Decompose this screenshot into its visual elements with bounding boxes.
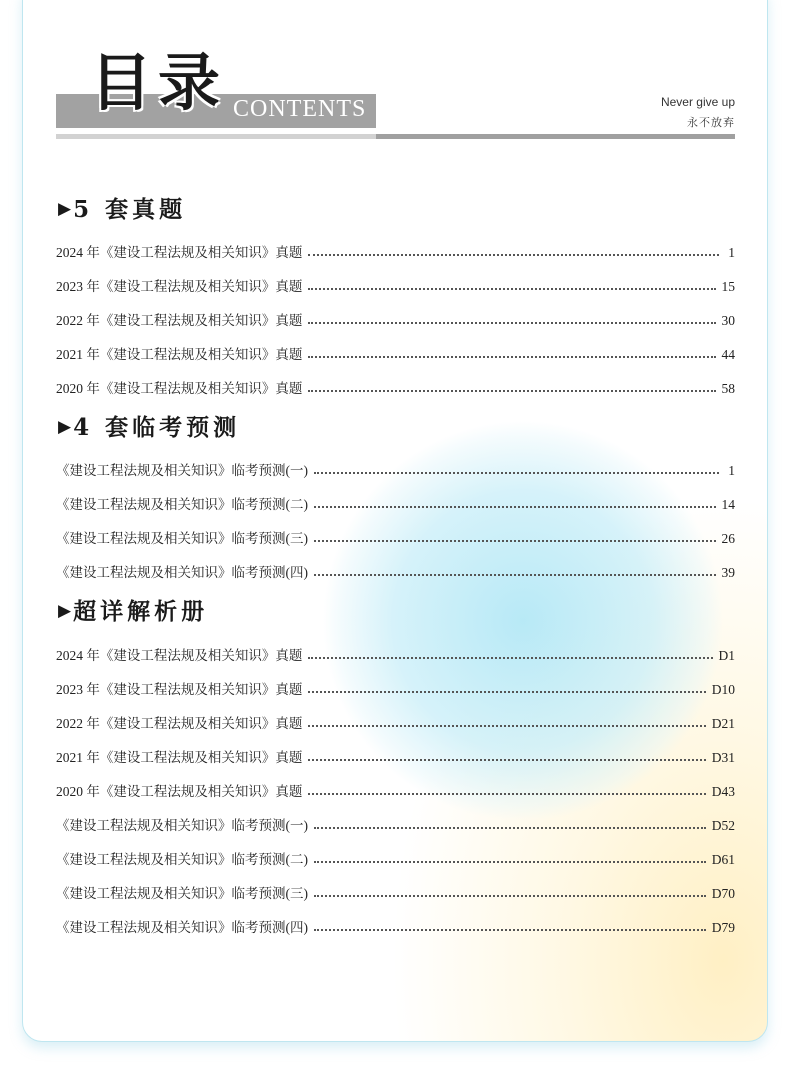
toc-row-page: 26 <box>721 530 735 546</box>
toc-row-page: D1 <box>718 647 735 663</box>
toc-row-page: 30 <box>721 312 735 328</box>
dot-leader <box>314 895 706 897</box>
toc-row[interactable] <box>56 744 735 764</box>
dot-leader <box>308 691 705 693</box>
toc-row-title: 2022 年《建设工程法规及相关知识》真题 <box>56 312 303 328</box>
toc-row[interactable] <box>56 375 735 395</box>
toc-row[interactable] <box>56 239 735 259</box>
toc-row-page: D61 <box>711 851 735 867</box>
dot-leader <box>314 540 716 542</box>
toc-row-title: 《建设工程法规及相关知识》临考预测(一) <box>56 462 308 478</box>
toc-row-title: 2020 年《建设工程法规及相关知识》真题 <box>56 380 303 396</box>
toc-row-title: 2023 年《建设工程法规及相关知识》真题 <box>56 278 303 294</box>
dot-leader <box>314 506 716 508</box>
page-title: 目录 <box>90 46 227 119</box>
toc-row-page: 14 <box>721 496 735 512</box>
toc-row-title: 2024 年《建设工程法规及相关知识》真题 <box>56 647 303 663</box>
toc-row-title: 2022 年《建设工程法规及相关知识》真题 <box>56 715 303 731</box>
toc-row[interactable] <box>56 914 735 934</box>
toc-row-page: D21 <box>711 715 735 731</box>
toc-row-title: 《建设工程法规及相关知识》临考预测(二) <box>56 851 308 867</box>
toc-row-page: D43 <box>711 783 735 799</box>
title-underline-light <box>56 134 376 139</box>
dot-leader <box>308 390 715 392</box>
section-heading-real-exams <box>58 198 186 221</box>
dot-leader <box>308 322 715 324</box>
toc-row-page: 15 <box>721 278 735 294</box>
toc-row-title: 《建设工程法规及相关知识》临考预测(四) <box>56 919 308 935</box>
toc-row-title: 2021 年《建设工程法规及相关知识》真题 <box>56 346 303 362</box>
toc-row-title: 《建设工程法规及相关知识》临考预测(二) <box>56 496 308 512</box>
toc-row-page: 1 <box>728 244 735 260</box>
toc-row[interactable] <box>56 812 735 832</box>
motto-chinese: 永不放弃 <box>687 116 735 129</box>
toc-row[interactable] <box>56 778 735 798</box>
toc-row[interactable] <box>56 676 735 696</box>
toc-row-title: 2021 年《建设工程法规及相关知识》真题 <box>56 749 303 765</box>
toc-row-page: D70 <box>711 885 735 901</box>
triangle-marker-icon: ▶ <box>58 601 72 621</box>
toc-row-page: D31 <box>711 749 735 765</box>
section-heading-label: 超详解析册 <box>73 598 209 625</box>
toc-row-page: D10 <box>711 681 735 697</box>
toc-row[interactable] <box>56 491 735 511</box>
toc-row[interactable] <box>56 341 735 361</box>
section-heading-solutions <box>58 600 208 623</box>
dot-leader <box>314 929 706 931</box>
toc-row-title: 《建设工程法规及相关知识》临考预测(四) <box>56 564 308 580</box>
toc-row-title: 《建设工程法规及相关知识》临考预测(三) <box>56 885 308 901</box>
toc-row[interactable] <box>56 559 735 579</box>
toc-row-page: D52 <box>711 817 735 833</box>
toc-row[interactable] <box>56 642 735 662</box>
motto-english: Never give up <box>660 95 735 109</box>
title-underline-dark <box>376 134 735 139</box>
toc-row[interactable] <box>56 307 735 327</box>
dot-leader <box>308 759 705 761</box>
toc-row-title: 《建设工程法规及相关知识》临考预测(一) <box>56 817 308 833</box>
dot-leader <box>308 793 705 795</box>
dot-leader <box>314 574 716 576</box>
toc-row[interactable] <box>56 880 735 900</box>
toc-row-page: 1 <box>728 462 735 478</box>
triangle-marker-icon: ▶ <box>58 417 72 437</box>
page-title-english: CONTENTS <box>233 96 367 122</box>
toc-row-page: D79 <box>711 919 735 935</box>
section-heading-label: 5 套真题 <box>73 196 187 223</box>
dot-leader <box>314 472 719 474</box>
toc-row[interactable] <box>56 525 735 545</box>
contents-header <box>0 0 790 150</box>
dot-leader <box>308 356 715 358</box>
dot-leader <box>308 254 719 256</box>
section-heading-label: 4 套临考预测 <box>73 414 241 441</box>
dot-leader <box>308 657 712 659</box>
toc-row-page: 44 <box>721 346 735 362</box>
toc-row[interactable] <box>56 273 735 293</box>
toc-row-title: 2024 年《建设工程法规及相关知识》真题 <box>56 244 303 260</box>
toc-row-title: 《建设工程法规及相关知识》临考预测(三) <box>56 530 308 546</box>
triangle-marker-icon: ▶ <box>58 199 72 219</box>
dot-leader <box>308 725 705 727</box>
toc-row[interactable] <box>56 710 735 730</box>
toc-row[interactable] <box>56 457 735 477</box>
dot-leader <box>314 861 706 863</box>
toc-row-title: 2023 年《建设工程法规及相关知识》真题 <box>56 681 303 697</box>
toc-row-page: 39 <box>721 564 735 580</box>
dot-leader <box>308 288 715 290</box>
toc-row-title: 2020 年《建设工程法规及相关知识》真题 <box>56 783 303 799</box>
dot-leader <box>314 827 706 829</box>
toc-row-page: 58 <box>721 380 735 396</box>
section-heading-mock-exams <box>58 416 240 439</box>
toc-row[interactable] <box>56 846 735 866</box>
